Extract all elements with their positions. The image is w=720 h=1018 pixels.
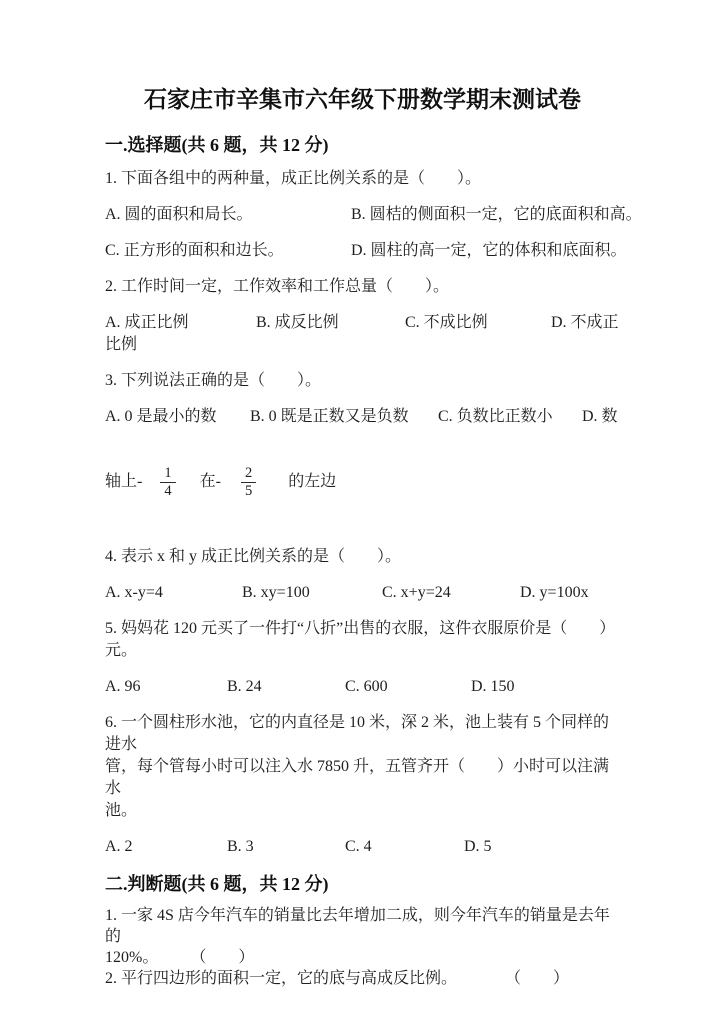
judge-q1-line2: 120%。 （ ） <box>105 949 255 966</box>
choice-q2-stem: 2. 工作时间一定，工作效率和工作总量（ ）。 <box>105 278 450 295</box>
choice-q5-stem-line2: 元。 <box>105 642 138 659</box>
choice-q3-option-d-continuation <box>105 458 620 506</box>
fraction-denominator: 4 <box>160 482 175 500</box>
section-choice-heading: 一.选择题(共 6 题，共 12 分) <box>105 135 329 155</box>
choice-q6-option-b: B. 3 <box>227 838 254 855</box>
choice-q2-option-d: D. 不成正 <box>551 314 619 331</box>
choice-q2-option-a: A. 成正比例 <box>105 314 189 331</box>
choice-q3-option-b: B. 0 既是正数又是负数 <box>250 408 409 425</box>
choice-q1-option-c: C. 正方形的面积和边长。 <box>105 242 284 259</box>
choice-q6-option-a: A. 2 <box>105 838 133 855</box>
choice-q5-option-c: C. 600 <box>345 678 388 695</box>
choice-q4-options-row <box>105 582 620 604</box>
choice-q1-options-row1 <box>105 204 642 226</box>
choice-q3-option-d: D. 数 <box>582 408 618 425</box>
choice-q4-option-b: B. xy=100 <box>242 584 310 601</box>
choice-q4-stem: 4. 表示 x 和 y 成正比例关系的是（ ）。 <box>105 548 402 565</box>
choice-q3-options-row <box>105 406 620 428</box>
choice-q1-option-d: D. 圆柱的高一定，它的体积和底面积。 <box>351 242 627 259</box>
choice-q6-stem-line1: 6. 一个圆柱形水池，它的内直径是 10 米，深 2 米，池上装有 5 个同样的进水 <box>105 714 610 753</box>
section-judge-heading: 二.判断题(共 6 题，共 12 分) <box>105 874 329 894</box>
choice-q5-stem-line1: 5. 妈妈花 120 元买了一件打“八折”出售的衣服，这件衣服原价是（ ） <box>105 620 616 637</box>
choice-q1-option-a: A. 圆的面积和局长。 <box>105 206 253 223</box>
choice-q6-stem-line3: 池。 <box>105 802 138 819</box>
fraction-denominator: 5 <box>241 482 256 500</box>
fraction-line-text-2: 在- <box>199 473 221 490</box>
fraction-one-quarter <box>160 465 175 500</box>
document-title: 石家庄市辛集市六年级下册数学期末测试卷 <box>144 87 581 112</box>
choice-q6-options-row <box>105 836 620 858</box>
choice-q3-option-a: A. 0 是最小的数 <box>105 408 217 425</box>
fraction-numerator: 1 <box>164 464 172 481</box>
choice-q2-option-d-wrap: 比例 <box>105 336 138 353</box>
choice-q6-option-c: C. 4 <box>345 838 372 855</box>
choice-q2-option-c: C. 不成比例 <box>405 314 488 331</box>
choice-q2-options-row <box>105 312 620 334</box>
fraction-line-text-1: 轴上- <box>105 473 143 490</box>
choice-q1-stem: 1. 下面各组中的两种量，成正比例关系的是（ ）。 <box>105 170 482 187</box>
choice-q1-option-b: B. 圆桔的侧面积一定，它的底面积和高。 <box>351 206 642 223</box>
choice-q3-stem: 3. 下列说法正确的是（ ）。 <box>105 372 322 389</box>
choice-q1-options-row2 <box>105 240 627 262</box>
judge-q2: 2. 平行四边形的面积一定，它的底与高成反比例。 （ ） <box>105 970 570 987</box>
choice-q5-option-d: D. 150 <box>471 678 515 695</box>
choice-q6-option-d: D. 5 <box>464 838 492 855</box>
choice-q2-option-b: B. 成反比例 <box>256 314 339 331</box>
choice-q5-option-b: B. 24 <box>227 678 262 695</box>
fraction-numerator: 2 <box>244 464 253 481</box>
choice-q3-option-c: C. 负数比正数小 <box>438 408 553 425</box>
fraction-two-fifths <box>241 465 256 500</box>
choice-q4-option-d: D. y=100x <box>520 584 589 601</box>
choice-q4-option-a: A. x-y=4 <box>105 584 163 601</box>
fraction-line-text-3: 的左边 <box>288 473 337 490</box>
choice-q6-stem-line2: 管，每个管每小时可以注入水 7850 升，五管齐开（ ）小时可以注满水 <box>105 758 610 797</box>
choice-q4-option-c: C. x+y=24 <box>382 584 451 601</box>
choice-q5-option-a: A. 96 <box>105 678 141 695</box>
judge-q1-line1: 1. 一家 4S 店今年汽车的销量比去年增加二成，则今年汽车的销量是去年的 <box>105 907 610 945</box>
choice-q5-options-row <box>105 676 620 698</box>
